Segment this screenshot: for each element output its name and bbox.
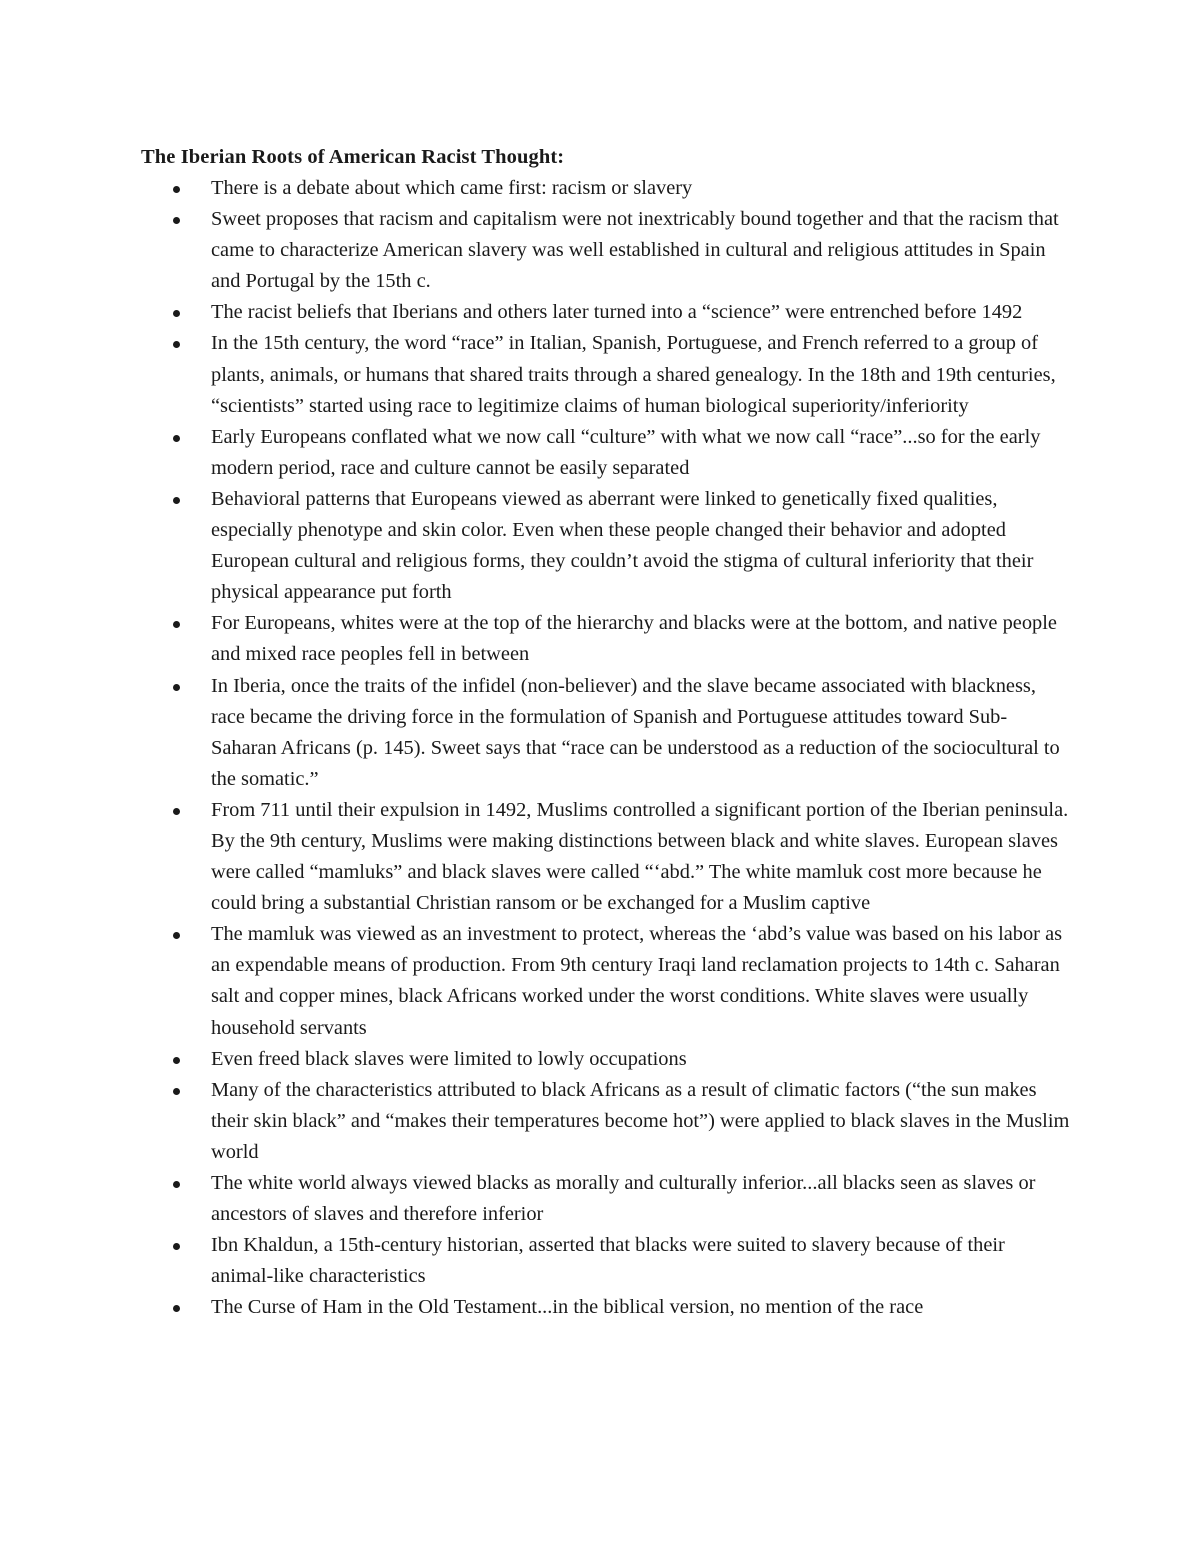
list-item-text: From 711 until their expulsion in 1492, Muslims controlled a significant portion of the Iberian peninsula. By the 9th century, Muslims were making distinctions between black and white slaves. European slaves were called “mamluks” and black slaves were called “‘abd.” The white mamluk cost more because he could bring a substantial Christian ransom or be exchanged for a Muslim captive xyxy=(211,798,1069,915)
bullet-icon xyxy=(173,1088,180,1095)
list-item xyxy=(141,1230,1071,1292)
list-item-text: The Curse of Ham in the Old Testament...in the biblical version, no mention of the race xyxy=(211,1296,924,1319)
list-item-text: Ibn Khaldun, a 15th-century historian, asserted that blacks were suited to slavery because of their animal-like characteristics xyxy=(211,1234,1005,1288)
bullet-icon xyxy=(173,186,180,193)
bullet-icon xyxy=(173,1057,180,1064)
list-item xyxy=(141,204,1071,297)
list-item xyxy=(141,1168,1071,1230)
bullet-list xyxy=(141,173,1071,1323)
bullet-icon xyxy=(173,497,180,504)
bullet-icon xyxy=(173,684,180,691)
bullet-icon xyxy=(173,1181,180,1188)
bullet-icon xyxy=(173,621,180,628)
bullet-icon xyxy=(173,310,180,317)
list-item-text: There is a debate about which came first: racism or slavery xyxy=(211,177,693,199)
list-item xyxy=(141,328,1071,421)
list-item-text: Sweet proposes that racism and capitalism were not inextricably bound together and that the racism that came to characterize American slavery was well established in cultural and religious attitudes in Spain and Portugal by the 15th c. xyxy=(211,208,1059,293)
list-item-text: For Europeans, whites were at the top of the hierarchy and blacks were at the bottom, and native people and mixed race peoples fell in between xyxy=(211,612,1057,666)
list-item xyxy=(141,1292,1071,1323)
list-item xyxy=(141,1044,1071,1075)
bullet-icon xyxy=(173,217,180,224)
list-item-text: The racist beliefs that Iberians and others later turned into a “science” were entrenched before 1492 xyxy=(211,301,1023,324)
list-item-text: In the 15th century, the word “race” in Italian, Spanish, Portuguese, and French referred to a group of plants, animals, or humans that shared traits through a shared genealogy. In the 18th and 19th centuries, “scientists” started using race to legitimize claims of human biological superiority/inferiority xyxy=(211,332,1056,417)
bullet-icon xyxy=(173,435,180,442)
list-item-text: Many of the characteristics attributed to black Africans as a result of climatic factors (“the sun makes their skin black” and “makes their temperatures become hot”) were applied to black slaves in the Muslim world xyxy=(211,1078,1070,1163)
list-item xyxy=(141,1075,1071,1168)
list-item-text: The mamluk was viewed as an investment to protect, whereas the ‘abd’s value was based on his labor as an expendable means of production. From 9th century Iraqi land reclamation projects to 14th c. Saharan salt and copper mines, black Africans worked under the worst conditions. White slaves were usually household servants xyxy=(211,923,1063,1039)
list-item xyxy=(141,422,1071,484)
list-item xyxy=(141,919,1071,1043)
bullet-icon xyxy=(173,1243,180,1250)
bullet-icon xyxy=(173,1305,180,1312)
list-item xyxy=(141,297,1071,328)
list-item-text: In Iberia, once the traits of the infidel (non-believer) and the slave became associated with blackness, race became the driving force in the formulation of Spanish and Portuguese attitudes toward Sub-Saharan Africans (p. 145). Sweet says that “race can be understood as a reduction of the sociocultural to the somatic.” xyxy=(211,674,1060,790)
list-item-text: Behavioral patterns that Europeans viewed as aberrant were linked to genetically fixed qualities, especially phenotype and skin color. Even when these people changed their behavior and adopted European cultural and religious forms, they couldn’t avoid the stigma of cultural inferiority that their physical appearance put forth xyxy=(211,487,1034,604)
list-item xyxy=(141,173,1071,204)
list-item-text: Early Europeans conflated what we now call “culture” with what we now call “race”...so for the early modern period, race and culture cannot be easily separated xyxy=(211,425,1041,479)
list-item xyxy=(141,671,1071,795)
document-title: The Iberian Roots of American Racist Thought: xyxy=(141,146,565,168)
list-item xyxy=(141,608,1071,670)
list-item xyxy=(141,795,1071,919)
bullet-icon xyxy=(173,932,180,939)
document-body xyxy=(141,142,1071,1323)
bullet-icon xyxy=(173,341,180,348)
list-item-text: Even freed black slaves were limited to lowly occupations xyxy=(211,1047,687,1070)
list-item xyxy=(141,484,1071,608)
bullet-icon xyxy=(173,808,180,815)
list-item-text: The white world always viewed blacks as morally and culturally inferior...all blacks seen as slaves or ancestors of slaves and therefore inferior xyxy=(211,1172,1036,1226)
